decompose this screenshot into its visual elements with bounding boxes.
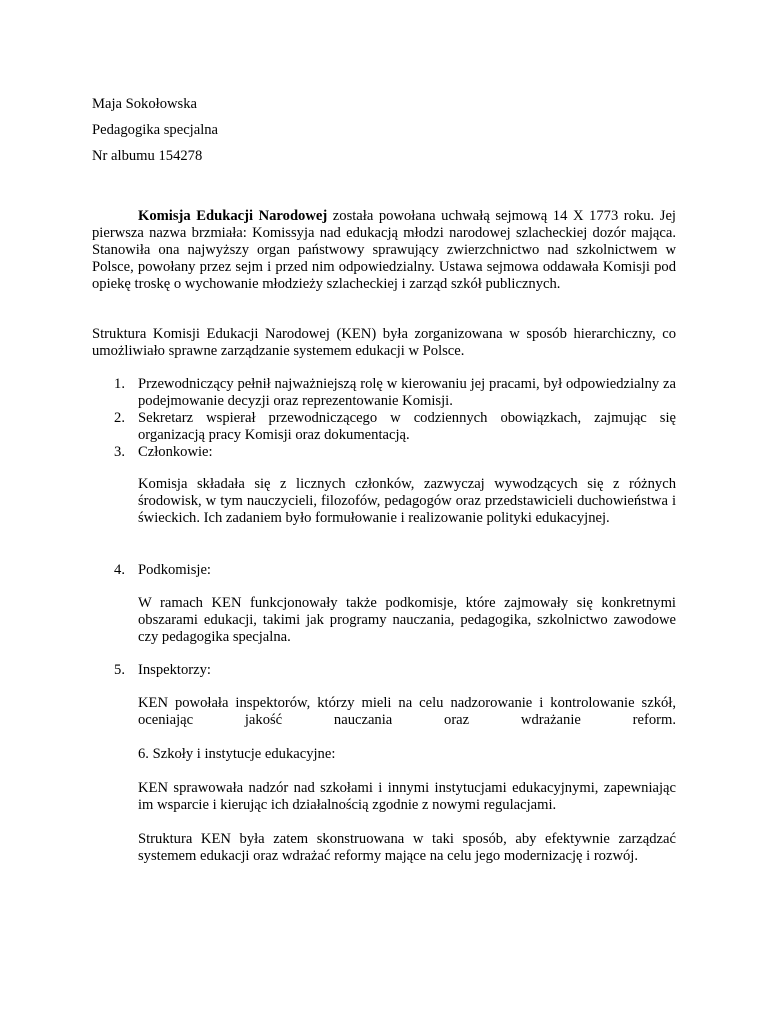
- list-item-secretary: Sekretarz wspierał przewodniczącego w codziennych obowiązkach, zajmując się organizacją pracy Komisji oraz dokumentacją.: [138, 410, 676, 443]
- list-number: 2.: [114, 410, 125, 426]
- intro-text: została powołana uchwałą sejmową 14 X 1773 roku. Jej pierwsza nazwa brzmiała: Komissyja nad edukacją młodzi narodowej szlacheckiej dozór mająca. Stanowiła ona najwyższy organ państwowy sprawujący zwierzchnictwo nad szkolnictwem w Polsce, powołany przez sejm i przed nim odpowiedzialny. Ustawa sejmowa oddawała Komisji pod opiekę troskę o wychowanie młodzieży szlacheckiej i zarząd szkół publicznych.: [92, 208, 676, 292]
- intro-paragraph: [92, 208, 676, 293]
- list-item-subcommittees: Podkomisje:: [138, 562, 211, 578]
- album-number: Nr albumu 154278: [92, 148, 203, 164]
- schools-paragraph: KEN sprawowała nadzór nad szkołami i innymi instytucjami edukacyjnymi, zapewniając im wsparcie i kierując ich działalnością zgodnie z nowymi regulacjami.: [138, 780, 676, 813]
- subcommittees-paragraph: W ramach KEN funkcjonowały także podkomisje, które zajmowały się konkretnymi obszarami edukacji, takimi jak programy nauczania, pedagogika, szkolnictwo zawodowe czy pedagogika specjalna.: [138, 595, 676, 645]
- inspectors-paragraph: KEN powołała inspektorów, którzy mieli na celu nadzorowanie i kontrolowanie szkół, oceniając jakość nauczania oraz wdrażanie reform.: [138, 695, 676, 728]
- intro-bold-term: Komisja Edukacji Narodowej: [138, 208, 328, 224]
- list-item-chairman: Przewodniczący pełnił najważniejszą rolę w kierowaniu jej pracami, był odpowiedzialny za podejmowanie decyzji oraz reprezentowanie Komisji.: [138, 376, 676, 409]
- structure-paragraph: Struktura Komisji Edukacji Narodowej (KEN) była zorganizowana w sposób hierarchiczny, co umożliwiało sprawne zarządzanie systemem edukacji w Polsce.: [92, 326, 676, 359]
- author-name: Maja Sokołowska: [92, 96, 197, 112]
- list-item-inspectors: Inspektorzy:: [138, 662, 211, 678]
- list-number: 3.: [114, 444, 125, 460]
- members-paragraph: Komisja składała się z licznych członków, zazwyczaj wywodzących się z różnych środowisk, w tym nauczycieli, filozofów, pedagogów oraz przedstawicieli duchowieństwa i świeckich. Ich zadaniem było formułowanie i realizowanie polityki edukacyjnej.: [138, 476, 676, 526]
- list-number: 1.: [114, 376, 125, 392]
- conclusion-paragraph: Struktura KEN była zatem skonstruowana w taki sposób, aby efektywnie zarządzać systemem edukacji oraz wdrażać reformy mające na celu jego modernizację i rozwój.: [138, 831, 676, 864]
- field-of-study: Pedagogika specjalna: [92, 122, 219, 138]
- list-item-members: Członkowie:: [138, 444, 213, 460]
- item6-heading: 6. Szkoły i instytucje edukacyjne:: [138, 746, 336, 762]
- list-number: 5.: [114, 662, 125, 678]
- list-number: 4.: [114, 562, 125, 578]
